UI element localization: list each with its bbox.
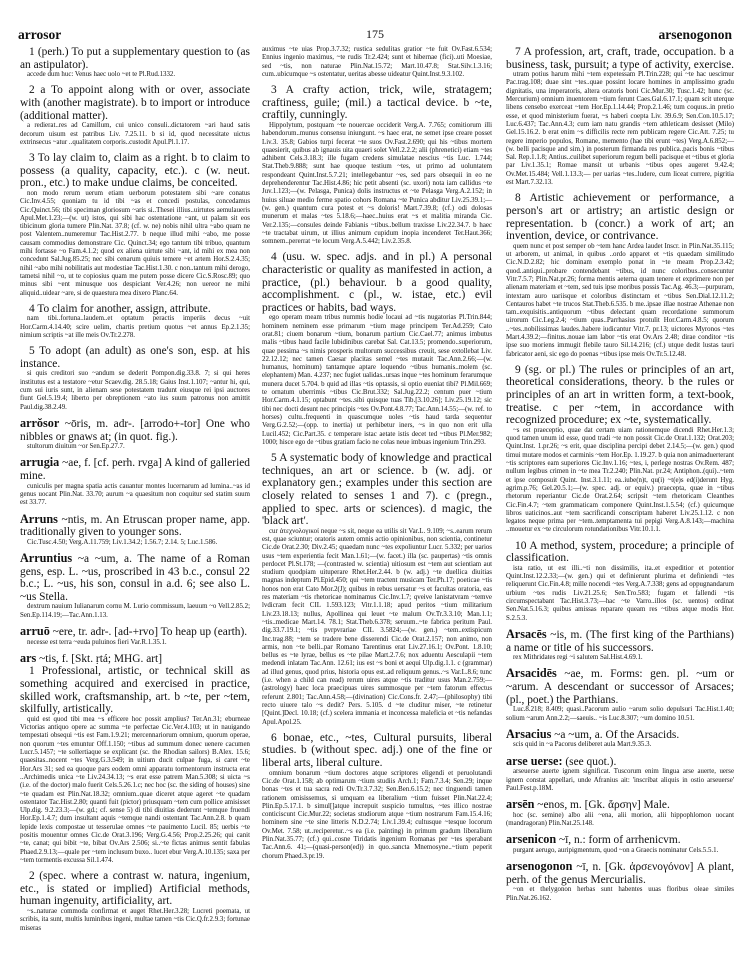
entry-arrosor (20, 417, 250, 443)
citation: Hippolytum, postquam ~te nouercae occiderit Verg.A. 7.765; comitiorum illi habendorum..munus consensu iniungunt. ~s haec erat, ne semet ipse creare posset Liv.3. 35.8; Gabios turpi fecerat ~te suos Ov.Fast.2.690; qui his ~tibus mortem quaesierit, quibus ab ignauis uita quaeri solet Vell.2.2.2; alii (phrenetici) etiam ~tes adhibent Cels.3.18.3; ille fugam credens simulatae nescius ~tis Luc. 1.744; Stat.Theb.9.888; sunt hae quoque testium ~tes, ut primo ad uoluntatem respondeant Quint.Inst.5.7.21; intellegebantur ~es, sed pars obsequii in eo ne deprehenderentur Tac.Hist.4.86; hic petit absenti (sc. uxori) nota iam callidus ~te Juv.1.123;—(w. Pelasga, Punica) dolis instructus et ~te Pelasga Verg.A.2.152; in huius siluae medio ferme spatio cohors Romana ~te Punica abditur Liv.25.39.1;—(w. gen.) quantum cura potest et ~s doloris! Mart.7.39.8; (cf.) odi dolosas munerum et malas ~tes 5.18.6;—haec..huius erat ~s et malitia miranda Cic. Ver.2.135;—consules deinde Fabianis ~tibus..bellum traxisse Liv.22.34.7. b haec ~te tractabat uirum, ut illius animum cupidum inopia incenderet Ter.Haut.366; somnem..pererrat ~te locum Verg.A.5.442; Liv.2.35.8. (262, 121, 492, 246)
citation: hoc (sc. semine) albo alii ~ena, alii morion, alii hippophlomon uocant (mandragoran) Plin.Nat.25.148. (506, 811, 734, 828)
sense-definition: 9 (sg. or pl.) The rules or principles of an art, theoretical considerations, theory. b the rules or principles of an art in written form, a text-book, treatise. c per ~tem, in accordance with recognized procedure; ex ~te, systematically. (506, 363, 734, 427)
headword: Arsacidēs (506, 666, 557, 681)
citation: quem nunc et post semper ob ~tem hanc Ardea laudet Inscr. in Plin.Nat.35.115; ut arborem, ut animal, in quibus ..ordo apparet et ~tis quaedam similitudo Cic.N.D.2.82; hic dominam exemplo ponat in ~te meam Prop.2.3.42; quod..antiqui..probare contendebant ~tibus, id nunc coloribus..consecuntur Vitr.7.5.7; Plin.Nat.pr.26; forma mentis aeterna quam tenere et exprimere non per alienam materiam et ~tem, sed tuis ipse moribus possis Tac.Ag. 46.3;—purpuram, intextam auro uariisque et coloribus distinctam et ~tibus Sen.Dial.12.11.2; Centauros habet ~te trucos Stat.Theb.6.535. b me..ipsae illae nostrae Athenae non tam..exquisitis..antiquorum ~tibus delectant quam recordatione summorum uirorum Cic.Leg.2.4; ~tium quas..Parrhasius protulit Hor.Carm.4.8.5; quorum ..~tes..nobilissimas laudes..habere iudicantur Vitr.7. pr.13; uictores Myronos ~tes Mart.4.39.2;—finitus..nouae iam labor ~tis erat Ov.Ars 2.48; dirae conditor ~tis ipse suo moriens immugit flebile tauro Sil.14.216; (cf.) utque dedit lustas tauri fabricator aeni, sic ego do poenas ~tibus ipse meis Ov.Tr.5.12.48. (506, 242, 734, 358)
citation: non modo rerum uerum etiam uerborum potestatem sibi ~are conatus Cic.Inv.4.55; quoniam tu id tibi ~as et concedi postulas, concedamus Cic.Quinct.56; tibi speciman gloriosum ~aris si..Thesei illius..uirtutes aemulaueris Apul.Met.1.23;—(w. ut) istos, qui sibi hac ostentatione ~ant, ut palam sit eos tibicinum gloria tumere Plin.Nat. 37.8; (cf. w. ne) nobis nihil ultra ~abo quam ne post Valentem..numeremur Tac.Hist.2.77. b neque illud mihi ~abo, me posse causam commodius demonstrare Cic. Quinct.34; ego tantum tibi tribuo, quantum mihi fortasse ~o Fam.4.1.2; quod ex aliena uirtute sibi ~ant, id mihi ex mea non concedunt Sal.Jug.85.25; nec sibi cenarum quiuis temere ~et artem Hor.S.2.4.35; nihil ~abo mihi nobilitatis aut modestiae Tac.Hist.1.30. c non..tantum mihi derogo, tametsi nihil ~o, ut te copiosius quam me putem posse dicere Cic.S.Rosc.89; quo minus sibi ~ent minusque uos despiciant Ver.4.26; non uereor ne mihi aliquid..uidear ~are, si de quaestura mea dixero Planc.64. (20, 189, 250, 297)
citation: rex Mithridates regi ~i salutem Sal.Hist.4.69.1. (513, 654, 643, 662)
citation: dextrum nauium Iulianarum cornu M. Lurio commissum, laeuum ~o Vell.2.85.2; Sen.Ep.114.19;—Tac.Ann.1.13. (20, 603, 250, 619)
entry-arruns (20, 513, 250, 539)
entry-definition: ~ī, n.: form of arrhenicvm. (558, 834, 681, 847)
citation: Cic.Tusc.4.50; Verg.A.11.759; Liv.1.34.2; 1.56.7; 2.14. 5; Luc.1.586. (27, 538, 218, 546)
headword: Arruntius (20, 551, 73, 565)
citation: stultorum diuitum ~or Sen.Ep.27.7. (27, 443, 125, 451)
entry-definition: ~a ~um, a. The name of a Roman gens, esp. L. ~us, proscribed in 43 b.c., consul 22 b.c.; L. ~us, his son, consul in a.d. 6; see also L. ~us Stella. (20, 553, 250, 603)
citation: purgant aerugo, auripigmentum, quod ~on a Graecis nominatur Cels.5.5.1. (513, 846, 719, 854)
entry-definition: ~ere, tr. adr-. [ad-+rvo] To heap up (earth). (52, 625, 248, 638)
sense-definition: 5 To adopt (an adult) as one's son, esp. at his instance. (20, 345, 250, 370)
headword: arsēn (506, 797, 535, 812)
sense-definition: 6 bonae, etc., ~tes, Cultural pursuits, liberal studies. b (without spec. adj.) one of the fine or liberal arts, liberal culture. (262, 731, 492, 770)
citation: necesse est terra ~euda puluinos fieri Var.R.1.35.1. (27, 638, 167, 646)
sense-definition: 2 (spec. where a contrast w. natura, ingenium, etc., is stated or implied) Artificial methods, human ingenuity, artificiality, art. (20, 870, 250, 908)
column-2 (262, 46, 492, 866)
entry-definition: ~ae, f. [cf. perh. rvga] A kind of galleried mine. (20, 457, 250, 483)
citation: quid est quod tibi mea ~s efficere hoc possit amplius? Ter.An.31; eburneae Victorias antiquo opere ac summa ~te perfectae Cic.Ver.4.103; ut in nauigando tempestati obsequi ~tis est Fam.1.9.21; mercennariorum omnium, quorum operae, non quorum ~tes emuntur Off.1.150; ~tibus ad summum donec uenere cacumen Lucr.5.1457; ~te sollertiaque se explicant (sc. the Rhodian sailors) B.Alex. 15.6; quaesitas..nocent ~tes Verg.G.3.549; in uitium ducit culpae fuga, si caret ~te Hor.Ars 31; sed ea quoque pars eodem omni apparatu tormentorum instructa erat ..Archimedis unica ~te Liv.24.34.13; ~s erat esse patrem Man.5.308; si uicta ~s (i.e. of the doctor) malo fuerit Cels.5.26.1.c; nec hoc (sc. the siding of houses) sine ~te quadam est Plin.Nat.18.32; omnium..quae diceret atque ageret ~te quadam ostentator Tac.Hist.2.80; quanti fuit (pictor) priusquam ~tem cum pollice amisisset Ulp.dig. 9.2.23.3;—(w. gd.; cf. sense 5) di tibi diuitias dederunt ~temque fruendi Hor.Ep.1.4.7; dum insultant aquis ~temque nandi ostentant Tac.Ann.2.8. b quam lepide lexis compostae ut tesserulae omnes ~te pauimento Lucil. 85; uerbis ~te positis mouentur omnes Cic.de Orat.3.196; Verg.G.4.56; Prop.2.25.26; qui canit ~te, canat; qui bibit ~te, bibat Ov.Ars 2.506; si..~te fictas animus sentit fabulas Phaed.2.9.13;—quale per ~tem inclusum buxo.. lucet ebur Verg.A.10.135; saxa per ~tem tormentis excussa Sil.1.474. (20, 715, 250, 864)
headword: ars (20, 650, 37, 665)
sense-definition: 1 Professional, artistic, or technical skill as something acquired and exercised in practice, skilled work, craftsmanship, art. b ~te, per ~tem, skilfully, artistically. (20, 665, 250, 716)
citation: ~on et thelygonon herbas sunt habentes uuas floribus oleae similes Plin.Nat.26.162. (506, 886, 734, 902)
sense-definition: 4 To claim for another, assign, attribute. (29, 302, 211, 315)
citation: ~s est praeceptio, quae dat certam uiam rationemque dicendi Rhet.Her.1.3; quod tamen unum id esse, quod tradi ~te non possit Cic.de Orat.1.132; Orat.203; Quint.Inst. 1.pr.26; ~s erit, quae disciplina percipi debet 2.14.5;—(w. gen.) quod timui mutare modos et carminis ~tem Hor.Ep. 1.19.27. b quia non animaduerterant ~tis scriptores eam superiores Cic.Inv.1.16; ~tes, i, perlege nostras Ov.Rem. 487; nullum legibus crimen in ~te mea Tr.2.240; Plin.Nat. pr.24; Antiphon..(qui)..~tem et ipse composuit Quint. Inst.3.1.11; ea..iube(n)t, qu(i) ~t(e)s ed(i)derunt Hyg. agrim.p.76; Gel.20.5.1;—(w. spec. adj. or equiv.) praecepta, quae in ~tibus rhetorum reperiantur Cic.de Orat.2.64; scripsit ~tem rhetoricam Cleanthes Cic.Fin.4.7; ~tem grammaticam componere Quint.Inst.1.5.54; (cf.) quicumque libros uaticinos..aut ~tem sacrificandi conscriptam haberet Liv.25.1.12. c non legatos neque prima per ~tem..temptamenta tui pepigi Verg.A.8.143;—machina ..mouetur ex ~te circulorum rotundationibus Vitr.10.1.1. (506, 426, 735, 534)
headword: arsenogonon (506, 859, 573, 874)
entry-arsaces (506, 628, 734, 654)
sense-definition: 10 A method, system, procedure; a principle of classification. (506, 539, 734, 565)
entry-definition: ~a ~um, a. Of the Arsacids. (554, 728, 680, 741)
citation: arseuerse auerte ignem significat. Tuscorum enim lingua arse auerte, uerse ignem constat appellari, unde Afranius ait: 'inscribat aliquis in ostio arseuerse' Paul.Fest.p.18M. (506, 768, 734, 792)
entry-definition: ~ōris, m. adr-. [arrodo+-tor] One who nibbles or gnaws at; (in quot. fig.). (20, 417, 250, 443)
entry-definition: (see quot.). (565, 755, 617, 768)
entry-arrugia (20, 456, 250, 482)
headword: arse uerse: (506, 753, 563, 768)
entry-definition: ~tis, f. [Skt. ṛtá; MHG. art] (39, 652, 163, 665)
entry-arse-uerse (506, 755, 734, 769)
citation: ~s..naturae commoda confirmat et auget Rhet.Her.3.28; Lucreti poemata, ut scribis, ita sunt, multis luminibus ingeni, multae tamen ~tis Cic.Q.fr.2.9.3; fortunae miseras (20, 907, 250, 932)
entry-definition: ~is, m. (The first king of the Parthians) a name or title of his successors. (506, 628, 734, 654)
column-3 (506, 46, 734, 908)
sense-definition: 8 Artistic achievement or performance, a person's art or artistry; an artistic design or representation. b (concr.) a work of art; an invention, device, or contrivance. (506, 192, 734, 243)
sense-definition: 2 a To appoint along with or over, associate with (another magistrate). b to import or introduce (additional matter). (20, 84, 250, 122)
citation: Luc.8.218; 8.409; quasi..Pacorum aulio ~arum solio depulsuri Tac.Hist.1.40; solium ~arum Ann.2.2;—saeuis.. ~is Luc.8.307; ~um domino 10.51. (506, 706, 734, 722)
entry-definition: ~ntis, m. An Etruscan proper name, app. traditionally given to younger sons. (20, 513, 250, 539)
page-number: 175 (366, 27, 384, 41)
sense-definition: 1 (perh.) To put a supplementary question to (as an astipulator). (20, 46, 250, 71)
headword: Arsacēs (506, 626, 547, 641)
headword: arrugia (20, 455, 60, 470)
citation: ego operam meam tribus nummis hodie locaui ad ~tis nugatorias Pl.Trin.844; hominem neminem esse primarum ~tium mage principem Ter.Ad.259; Cato orat.81; ciuem bonarum ~tium, bonarum partium Cic.Cael.77; animus imbutus malis ~tibus haud facile lubidinibus carebat Sal. Cat.13.5; promendo..superiorum, quae pessima ~s nimis prosperis multorum successibus creuit, sese extollebat Liv. 22.12.12; nec tamen Caesar placitas semel ~tes mutauit Tac.Ann.2.66;—(w. humanus, hominum) tantamque aptare loquendo ~tibus humanis..molem (sc. elephantem) Man. 4.237; nec fugiet ualidas..ursas inque ~tes hominum ferarumque munera ducet 5.704. b quid ad illas ~tis optassis, si optio eueniat tibi? Pl.Mil.669; te ornatum uberrimis ~tibus Cic.Brut.332; Sal.Jug.22.2; centum puer ~tium Hor.Carm.4.1.15; optabunt ~tes..sibi quisque tuas Tib.[3.10.26]; Liv.25.19.12; sic tibi nec docti desunt nec principis ~tes Ov.Pont.4.8.77; Tac.Ann.14.55;—(w. ref. to horses) cultu..frequenti in quascumque uoles ~tis haud tarda sequentur Verg.G.2.52;—(opp. to inertia) ut perhibetur iners, ~s in quo non erit ulla Lucil.452; Cic.Part.35. c temperare istac aetate istis decet ted ~tibus Pl.Mer.982; 1000; hisce ego de ~tibus gratiam facio ne colas neue imbuas ingenium Trin.293. (262, 314, 492, 446)
citation: nam tibi..fortuna..laudem..et optatum peractis imperiis decus ~uit Hor.Carm.4.14.40; scire uelim, chartis pretium quotus ~et annus Ep.2.1.35; nimium scriptis ~at ille meis Ov.Tr.2.278. (20, 315, 250, 339)
citation: auximus ~te uias Prop.3.7.32; rustica sedulitas gratior ~te fuit Ov.Fast.6.534; Ennius ingenio maximus, ~te rudis Tr.2.424; sunt et hibernae (fici)..uti Moesiae, sed ~tis, non naturae Plin.Nat.15.72; Mart.10.47.8; Stat.Silv.1.3.16; cum..ubicumque ~s ostentatur, ueritas abesse uideatur Quint.Inst.9.3.102. (262, 46, 492, 78)
sense-definition: 3 A crafty action, trick, wile, stratagem; craftiness, guile; (mil.) a tactical device. b ~te, craftily, cunningly. (262, 84, 492, 122)
citation: omnium bonarum ~tium doctores atque scriptores eligendi et peruolutandi Cic.de Orat.1.158; ab optimarum ~tium studiis Arch.1; Fam.7.3.4; Sen.29; inque bonas ~tes et tua sacra redi Ov.Tr.3.7.32; Sen.Ben.6.15.2; nec tinguendi tamen rationem omisissemus, si umquam ea liberalium ~tium fuisset Plin.Nat.22.4; Plin.Ep.5.17.1. b simul[]atque increpuit suspicio tumultus, ~tes illico nostrae conticiscunt Cic.Mur.22; societas studiorum atque ~tium nostrarum Fam.15.4.16; hominem sine ~te sine litteris N.D.2.74; Liv.1.39.4; cultusque ~tesque locorum Ov.Met. 7.58; ut..reciperetur..~s ea (i.e. painting) in primum gradum liberalium Plin.Nat.35.77; (cf.) qui..cosne Tiridatis ingenium Romanas per ~tes sperabant Tac.Ann.6. 41;—(quasi-person(ed)) in quo..sancta Mnemosyne..~tium peperit chorum Phaed.3.pr.19. (262, 769, 492, 860)
entry-definition: ~ae, m. Forms: gen. pl. ~um or ~arum. A descendant or successor of Arsaces; (pl., poet.) the Parthians. (506, 668, 734, 706)
citation: a redierat..res ad Camillum, cui unico consuli..dictatorem ~ari haud satis decorum uisum est patribus Liv. 7.25.11. b si id, quod necessitate uictus extrinsecus ~atur ..qualitatem corporis..custodit Apul.Pl.1.17. (20, 122, 250, 146)
headword: arsenicon (506, 832, 557, 847)
headword: Arruns (20, 511, 58, 526)
entry-arsen (506, 798, 734, 812)
citation: cur ἀτεχνολογικοί neque ~s sit, neque ea utilis sit Var.L. 9.109; ~s..earum rerum est, quae sciuntur; oratoris autem omnis actio opinionibus, non scientia, continetur Cic.de Orat.2.30; Div.2.45; quaedam nunc ~tes expoliuntur Lucr. 5.332; per uarios usus ~tem experientia fecit Man.1.61;—(w. facet.) illa (sc. paupertas) ~tis omnis perdocet Pl.St.178; —(contrasted w. scientia) uitiosum est ~tem aut scientiam aut studium quodpiam uituperare Rhet.Her.2.44. b (w. adj.) ~te duellica diuitias magnas indeptum Pl.Epid.450; qui ~tem tractent musicam Ter.Ph.17; poeticae ~tis honos non erat Cato Mor.2(J); quibus in rebus uersatur ~s et facultas oratoria, eas res materiam ~tis rhetoricae nominamus Cic.Inv.1.7; qveive lanistatvram ~temve lvdicram fecit CIL 1.593.123; Vitr.1.1.18; apud peritos ~tium militarium Liv.23.18.13; nullus, Apollinea qui leuet ~te malum Ov.Tr.3.3.10; Man.1.1; ~tis..medicae Mart.14. 78.1; Stat.Theb.6.378; seruum..~te fabrica peritum Paul. dig.33.7.19.1; ~tis pvrpvrariae CIL 3.5824;—(w. gen.) ~tem..extispicum Inc.trag.88; ~tem se tradere bene disserendi Cic.de Orat.2.157; non animo, non armis, non ~te belli..par Romano Tarentinus erat Liv.27.16.1; Ov.Pont. 1.8.10; bellus es ~te lyrae, bellus es ~te pilae Mart.2.7.6; nox aduentu Aesculapii ~tem medendi inlatam Tac.Ann. 12.61; ius est ~s boni et aequi Ulp.dig.1.1. c (grammar) ad illud genus, quod prius, historia opus est..ad reliquum genus..~s Var.L.8.6; tunc (i.e. when a child can read) rerum uires atque ~tis traditur usus Man.2.759;—(astrology) haec loca praecipuas uires summosque per ~tem fatorum effectus referunt 2.801; Tac.Ann.4.58;—(divination) Cic.Cons.fr. 2.47;—(philosophy) tibi recto uiuere talo ~s dedit? Pers. 5.105. d ~te cluditur miser, ~te retinetur [Quint.]Decl. 10.18; (cf.) scelera immania et inconcessa maleficia et ~tis nefandas Apul.Apol.25. (262, 527, 492, 726)
entry-definition: ~enos, m. [Gk. ἄρσην] Male. (537, 799, 670, 812)
headword: arrŏsor (20, 415, 60, 430)
guide-word-left: arrosor (18, 27, 62, 42)
citation: ista ratio, ut est illi..~ti non dissimilis, ita..et expeditior et potentior Quint.Inst.12.2.33;—(w. gen.) qui et definierunt plurima et definiendi ~tes reliquerunt Cic.Fin.4.8; mille nocendi ~tes Verg.A.7.338; gens ad oppugnandarum urbium ~tes rudis Liv.21.25.6; Sen.Tro.583; fugam et fallendi ~tis circumspectabant Tac.Hist.3.73;—hac ~te Varro..illos (sc. uentos) ordinat Sen.Nat.5.16.3; quibus amissas reparare queam res ~tibus atque modis Hor. S.2.5.3. (506, 564, 734, 622)
entry-arsacius (506, 728, 734, 742)
entry-arruo (20, 625, 250, 639)
entry-arsacides (506, 667, 734, 706)
sense-definition: 5 A systematic body of knowledge and practical techniques, an art or science. b (w. adj. or explanatory gen.; examples under this section are closely related to senses 1 and 7). c (pregn., applied to spec. arts or sciences). d magic, the 'black art'. (262, 452, 492, 528)
headword: Arsacius (506, 726, 552, 741)
column-1 (20, 46, 250, 938)
sense-definition: 7 A profession, art, craft, trade, occupation. b a business, task, pursuit; a type of activity, exercise. (506, 46, 734, 71)
entry-arruntius (20, 552, 250, 603)
entry-ars (20, 652, 250, 666)
citation: scis quid in ~a Pacorus deliberet aula Mart.9.35.3. (513, 741, 652, 749)
headword: arruō (20, 623, 50, 638)
entry-definition: ~ī, n. [Gk. ἀρσενογόνον] A plant, perh. of the genus Mercurialis. (506, 861, 734, 886)
citation: cuniculis per magna spatia actis cauantur montes lucernarum ad lumina..~as id genus uocant Plin.Nat. 33.70; aurum ~a quaesitum non coquitur sed statim suum est 33.77. (20, 482, 250, 507)
citation: si quis creditori suo ~andum se dederit Pompon.dig.33.8. 7; si qui heres institutus est a testatore ~etur Scaev.dig. 28.5.18; Gaius Inst.1.107; ~antur hi, qui, cum sui iuris sunt, in alienam sese potestatem tradunt eiusque rei ipsi auctores fiunt Gel.5.19.4; liberto per obreptionem ~ato ius suum patronus non amittit Paul.dig.38.2.49. (20, 370, 250, 411)
page-header (18, 27, 732, 45)
citation: accede dum huc: Venus haec uolo ~et te Pl.Rud.1332. (27, 71, 176, 79)
entry-arsenogonon (506, 860, 734, 886)
entry-arsenicon (506, 833, 734, 847)
sense-definition: 4 (usu. w. spec. adjs. and in pl.) A personal characteristic or quality as manifested in action, a practice, (pl.) behaviour. b a good quality, accomplishment. c (pl., w. istae, etc.) evil practices or habits, bad ways. (262, 251, 492, 314)
guide-word-right: arsenogonon (658, 27, 732, 42)
citation: utram potius harum mihi ~tem expetessam Pl.Trin.228; qui ~te hac uescimur Pac.trag.108; duae sint ~tes..quae possint locare homines in amplissimo gradu dignitatis, una imperatoris, altera oratoris boni Cic.Mur.30; Tusc.1.42; hunc (sc. Mercurium) omnium inuentorem ~tium ferunt Caes.Gal.6.17.1; quam scit uterque libens censebo exerceat ~tem Hor.Ep.1.14.44; Prop.2.1.46; tum coquus..in pretio esse, et quod ministerium fuerat, ~s haberi coepta Liv. 39.6.9; Sen.Con.10.5.17; Luc.6.437; Tac.Ann.4.3; cum iam natu grandis ~tem athleticam desisset (Milo) Gel.15.16.2. b erat enim ~s difficilis recte rem publicam regere Cic.Att. 7.25; tu regere imperio populos, Romane, memento (hae tibi erunt ~tes) Verg.A.6.852;—(w. belli pacisque and sim.) in posterum firmanda res publica..pacis bonis ~tibus Sal. Rep.1.1.8; Antius..cuilibet superiorum regum belli pacisque et ~tibus et gloria par Liv.1.35.1; Romae mansit ut urbanis ~tibus opes augeret 9.42.4; Ov.Met.15.484; Vell.1.13.3;— per uarias ~tes..ludere, cum liceat currere, pigritia est Mart.7.32.13. (506, 71, 734, 187)
sense-definition: 3 To lay claim to, claim as a right. b to claim to possess (a quality, capacity, etc.). c (w. neut. pron., etc.) to make undue claims, be conceited. (20, 152, 250, 190)
